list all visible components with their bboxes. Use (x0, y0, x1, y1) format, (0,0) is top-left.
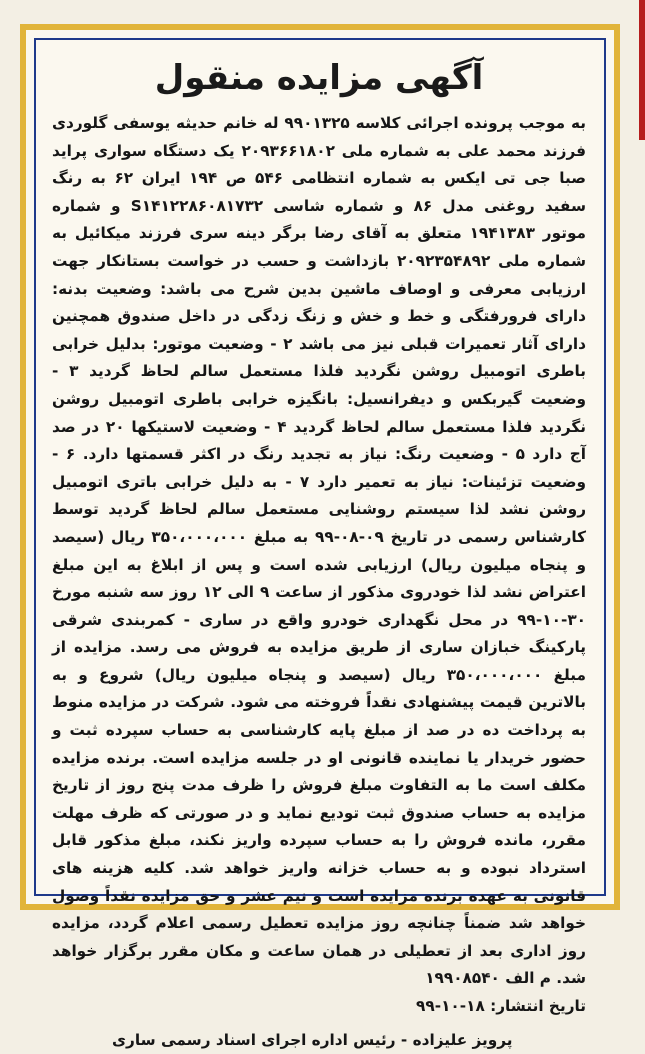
notice-inner-frame (34, 38, 606, 1049)
signature: پرویز علیزاده - رئیس اداره اجرای اسناد رسمی ساری (112, 1030, 513, 1049)
notice-body: به موجب پرونده اجرائی کلاسه ۹۹۰۱۳۲۵ له خانم حدیثه یوسفی گلوردی فرزند محمد علی به شماره ملی ۲۰۹۳۶۶۱۸۰۲ یک دستگاه سواری پراید صبا جی تی ایکس به شماره انتظامی ۵۴۶ ص ۱۹۴ ایران ۶۲ به رنگ سفید روغنی مدل ۸۶ و شماره شاسی S۱۴۱۲۲۸۶۰۸۱۷۳۲ و شماره موتور ۱۹۴۱۳۸۳ متعلق به آقای رضا برگر دینه سری فرزند میکائیل به شماره ملی ۲۰۹۲۳۵۴۸۹۲ بازداشت و حسب در خواست بستانکار جهت ارزیابی معرفی و اوصاف ماشین بدین شرح می باشد: وضعیت بدنه: دارای فرورفتگی و خط و خش و زنگ زدگی در داخل صندوق همچنین دارای آثار تعمیرات قبلی نیز می باشد ۲ - وضعیت موتور: بدلیل خرابی باطری اتومبیل روشن نگردید فلذا مستعمل سالم لحاظ گردید ۳ - وضعیت گیربکس و دیفرانسیل: بانگیزه خرابی باطری اتومبیل روشن نگردید فلذا مستعمل سالم لحاظ گردید ۴ - وضعیت لاستیکها ۲۰ در صد آج دارد ۵ - وضعیت رنگ: نیاز به تجدید رنگ در اکثر قسمتها دارد. ۶ - وضعیت تزئینات: نیاز به تعمیر دارد ۷ - به دلیل خرابی باتری اتومبیل روشن نشد لذا سیستم روشنایی مستعمل سالم لحاظ گردید توسط کارشناس رسمی در تاریخ ۰۹-۰۸-۹۹ به مبلغ ۳۵۰،۰۰۰،۰۰۰ ریال (سیصد و پنجاه میلیون ریال) ارزیابی شده است و پس از ابلاغ به این مبلغ اعتراض نشد لذا خودروی مذکور از ساعت ۹ الی ۱۲ روز سه شنبه مورخ ۳۰-۱۰-۹۹ در محل نگهداری خودرو واقع در ساری - کمربندی شرقی پارکینگ خبازان ساری از طریق مزایده به فروش می رسد. مزایده از مبلغ ۳۵۰،۰۰۰،۰۰۰ ریال (سیصد و پنجاه میلیون ریال) شروع و به بالاترین قیمت پیشنهادی نقداً فروخته می شود. شرکت در مزایده منوط به پرداخت ده در صد از مبلغ پایه کارشناسی به حساب سپرده ثبت و حضور خریدار یا نماینده قانونی او در جلسه مزایده است. برنده مزایده مکلف است ما به التفاوت مبلغ فروش را ظرف مدت پنج روز از تاریخ مزایده به حساب صندوق ثبت تودیع نماید و در صورتی که ظرف مهلت مقرر، مانده فروش را به حساب سپرده واریز نکند، مبلغ مذکور قابل استرداد نبوده و به حساب خزانه واریز خواهد شد. کلیه هزینه های قانونی به عهده برنده مزایده است و نیم عشر و حق مزایده نقداً وصول خواهد شد ضمناً چنانچه روز مزایده تعطیل رسمی اعلام گردد، مزایده روز اداری بعد از تعطیلی در همان ساعت و مکان مقرر برگزار خواهد شد. م الف ۱۹۹۰۸۵۴۰ (52, 114, 587, 988)
notice-title: آگهی مزایده منقول (154, 58, 484, 98)
notice-outer-frame (20, 24, 620, 1049)
publish-date: تاریخ انتشار: ۱۸-۱۰-۹۹ (416, 997, 586, 1015)
red-edge-strip (639, 0, 645, 140)
